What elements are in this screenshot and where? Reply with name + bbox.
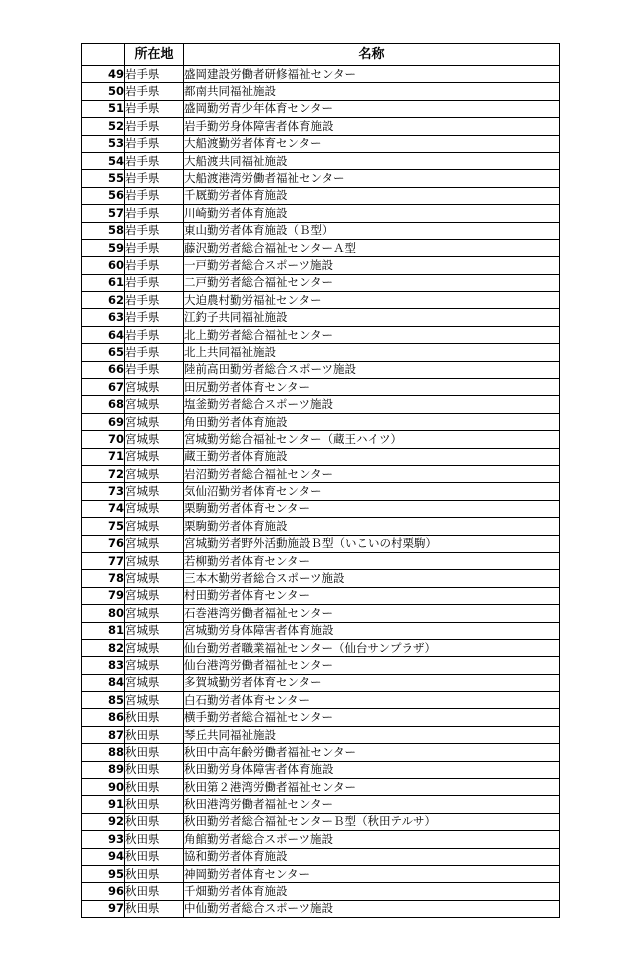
table-row — [82, 605, 560, 622]
row-facility-name: 北上共同福祉施設 — [184, 344, 560, 361]
row-number: 56 — [82, 187, 125, 204]
row-location: 宮城県 — [125, 657, 184, 674]
row-location: 宮城県 — [125, 448, 184, 465]
row-location: 秋田県 — [125, 865, 184, 882]
facilities-table — [81, 43, 560, 918]
row-location: 宮城県 — [125, 570, 184, 587]
row-number: 75 — [82, 518, 125, 535]
row-number: 88 — [82, 744, 125, 761]
row-facility-name: 横手勤労者総合福祉センター — [184, 709, 560, 726]
table-row — [82, 187, 560, 204]
row-facility-name: 陸前高田勤労者総合スポーツ施設 — [184, 361, 560, 378]
row-facility-name: 東山勤労者体育施設（Ｂ型） — [184, 222, 560, 239]
row-facility-name: 田尻勤労者体育センター — [184, 379, 560, 396]
table-row — [82, 865, 560, 882]
row-number: 60 — [82, 257, 125, 274]
row-location: 秋田県 — [125, 761, 184, 778]
row-facility-name: 石巻港湾労働者福祉センター — [184, 605, 560, 622]
row-facility-name: 秋田港湾労働者福祉センター — [184, 796, 560, 813]
table-row — [82, 692, 560, 709]
table-row — [82, 622, 560, 639]
row-facility-name: 千畑勤労者体育施設 — [184, 883, 560, 900]
row-number: 53 — [82, 135, 125, 152]
row-number: 58 — [82, 222, 125, 239]
table-row — [82, 100, 560, 117]
row-facility-name: 秋田勤労者総合福祉センターＢ型（秋田テルサ） — [184, 813, 560, 830]
row-number: 81 — [82, 622, 125, 639]
row-facility-name: 仙台勤労者職業福祉センター（仙台サンプラザ） — [184, 639, 560, 656]
row-location: 秋田県 — [125, 848, 184, 865]
row-location: 宮城県 — [125, 605, 184, 622]
table-row — [82, 483, 560, 500]
table-row — [82, 500, 560, 517]
row-location: 宮城県 — [125, 379, 184, 396]
row-location: 宮城県 — [125, 431, 184, 448]
row-location: 岩手県 — [125, 274, 184, 291]
table-row — [82, 639, 560, 656]
row-number: 49 — [82, 66, 125, 83]
row-location: 岩手県 — [125, 205, 184, 222]
row-location: 秋田県 — [125, 709, 184, 726]
row-facility-name: 協和勤労者体育施設 — [184, 848, 560, 865]
row-location: 岩手県 — [125, 344, 184, 361]
row-location: 宮城県 — [125, 692, 184, 709]
row-facility-name: 塩釜勤労者総合スポーツ施設 — [184, 396, 560, 413]
row-location: 岩手県 — [125, 309, 184, 326]
table-row — [82, 587, 560, 604]
row-location: 宮城県 — [125, 500, 184, 517]
row-facility-name: 多賀城勤労者体育センター — [184, 674, 560, 691]
row-facility-name: 琴丘共同福祉施設 — [184, 726, 560, 743]
row-number: 93 — [82, 831, 125, 848]
table-row — [82, 779, 560, 796]
row-facility-name: 宮城勤労身体障害者体育施設 — [184, 622, 560, 639]
row-location: 宮城県 — [125, 413, 184, 430]
row-number: 87 — [82, 726, 125, 743]
table-row — [82, 239, 560, 256]
row-facility-name: 秋田第２港湾労働者福祉センター — [184, 779, 560, 796]
row-number: 66 — [82, 361, 125, 378]
row-number: 96 — [82, 883, 125, 900]
row-number: 68 — [82, 396, 125, 413]
row-facility-name: 宮城勤労総合福祉センター（蔵王ハイツ） — [184, 431, 560, 448]
table-row — [82, 413, 560, 430]
row-number: 84 — [82, 674, 125, 691]
row-number: 74 — [82, 500, 125, 517]
row-location: 岩手県 — [125, 361, 184, 378]
table-row — [82, 883, 560, 900]
table-row — [82, 465, 560, 482]
row-location: 宮城県 — [125, 552, 184, 569]
row-number: 94 — [82, 848, 125, 865]
row-facility-name: 栗駒勤労者体育センター — [184, 500, 560, 517]
table-row — [82, 361, 560, 378]
row-facility-name: 盛岡勤労青少年体育センター — [184, 100, 560, 117]
row-facility-name: 大船渡勤労者体育センター — [184, 135, 560, 152]
table-row — [82, 396, 560, 413]
row-number: 69 — [82, 413, 125, 430]
table-row — [82, 796, 560, 813]
row-number: 95 — [82, 865, 125, 882]
table-row — [82, 674, 560, 691]
row-location: 岩手県 — [125, 100, 184, 117]
row-facility-name: 一戸勤労者総合スポーツ施設 — [184, 257, 560, 274]
table-row — [82, 205, 560, 222]
row-location: 岩手県 — [125, 239, 184, 256]
row-location: 岩手県 — [125, 152, 184, 169]
row-number: 73 — [82, 483, 125, 500]
table-row — [82, 152, 560, 169]
table-row — [82, 657, 560, 674]
row-number: 70 — [82, 431, 125, 448]
table-row — [82, 448, 560, 465]
row-location: 秋田県 — [125, 796, 184, 813]
table-row — [82, 744, 560, 761]
table-row — [82, 900, 560, 917]
row-number: 59 — [82, 239, 125, 256]
row-number: 83 — [82, 657, 125, 674]
row-location: 宮城県 — [125, 535, 184, 552]
row-number: 80 — [82, 605, 125, 622]
row-location: 岩手県 — [125, 170, 184, 187]
row-number: 92 — [82, 813, 125, 830]
row-number: 86 — [82, 709, 125, 726]
row-location: 宮城県 — [125, 518, 184, 535]
row-number: 61 — [82, 274, 125, 291]
row-number: 91 — [82, 796, 125, 813]
row-location: 宮城県 — [125, 483, 184, 500]
row-location: 岩手県 — [125, 83, 184, 100]
row-location: 宮城県 — [125, 639, 184, 656]
row-number: 79 — [82, 587, 125, 604]
table-row — [82, 274, 560, 291]
table-row — [82, 170, 560, 187]
row-location: 宮城県 — [125, 674, 184, 691]
table-row — [82, 813, 560, 830]
row-facility-name: 江釣子共同福祉施設 — [184, 309, 560, 326]
row-location: 宮城県 — [125, 396, 184, 413]
row-facility-name: 藤沢勤労者総合福祉センターＡ型 — [184, 239, 560, 256]
table-row — [82, 83, 560, 100]
row-facility-name: 秋田中高年齢労働者福祉センター — [184, 744, 560, 761]
row-facility-name: 蔵王勤労者体育施設 — [184, 448, 560, 465]
row-number: 63 — [82, 309, 125, 326]
row-facility-name: 都南共同福祉施設 — [184, 83, 560, 100]
row-location: 岩手県 — [125, 257, 184, 274]
row-facility-name: 若柳勤労者体育センター — [184, 552, 560, 569]
row-number: 77 — [82, 552, 125, 569]
row-facility-name: 岩沼勤労者総合福祉センター — [184, 465, 560, 482]
row-facility-name: 岩手勤労身体障害者体育施設 — [184, 118, 560, 135]
table-row — [82, 570, 560, 587]
row-location: 秋田県 — [125, 813, 184, 830]
row-facility-name: 秋田勤労身体障害者体育施設 — [184, 761, 560, 778]
table-row — [82, 222, 560, 239]
header-location: 所在地 — [125, 44, 184, 66]
row-facility-name: 三本木勤労者総合スポーツ施設 — [184, 570, 560, 587]
row-location: 秋田県 — [125, 779, 184, 796]
row-location: 岩手県 — [125, 187, 184, 204]
row-number: 57 — [82, 205, 125, 222]
row-location: 岩手県 — [125, 118, 184, 135]
row-facility-name: 栗駒勤労者体育施設 — [184, 518, 560, 535]
row-number: 55 — [82, 170, 125, 187]
table-body — [82, 66, 560, 918]
table-row — [82, 726, 560, 743]
row-number: 82 — [82, 639, 125, 656]
row-facility-name: 千厩勤労者体育施設 — [184, 187, 560, 204]
row-facility-name: 中仙勤労者総合スポーツ施設 — [184, 900, 560, 917]
row-facility-name: 大迫農村勤労福祉センター — [184, 292, 560, 309]
table-row — [82, 709, 560, 726]
table-row — [82, 431, 560, 448]
row-location: 宮城県 — [125, 587, 184, 604]
header-row — [82, 44, 560, 66]
table-row — [82, 292, 560, 309]
row-facility-name: 気仙沼勤労者体育センター — [184, 483, 560, 500]
row-location: 宮城県 — [125, 622, 184, 639]
row-facility-name: 大船渡共同福祉施設 — [184, 152, 560, 169]
row-number: 67 — [82, 379, 125, 396]
table-row — [82, 135, 560, 152]
row-facility-name: 北上勤労者総合福祉センター — [184, 326, 560, 343]
table-row — [82, 344, 560, 361]
row-number: 76 — [82, 535, 125, 552]
row-number: 50 — [82, 83, 125, 100]
row-facility-name: 村田勤労者体育センター — [184, 587, 560, 604]
row-location: 秋田県 — [125, 726, 184, 743]
row-number: 90 — [82, 779, 125, 796]
row-location: 秋田県 — [125, 900, 184, 917]
row-number: 65 — [82, 344, 125, 361]
row-location: 岩手県 — [125, 66, 184, 83]
row-facility-name: 大船渡港湾労働者福祉センター — [184, 170, 560, 187]
row-facility-name: 盛岡建設労働者研修福祉センター — [184, 66, 560, 83]
table-row — [82, 379, 560, 396]
table-row — [82, 326, 560, 343]
header-name: 名称 — [184, 44, 560, 66]
row-location: 秋田県 — [125, 883, 184, 900]
row-number: 54 — [82, 152, 125, 169]
row-number: 72 — [82, 465, 125, 482]
header-number — [82, 44, 125, 66]
row-location: 秋田県 — [125, 744, 184, 761]
row-facility-name: 宮城勤労者野外活動施設Ｂ型（いこいの村栗駒） — [184, 535, 560, 552]
table-row — [82, 518, 560, 535]
row-facility-name: 角館勤労者総合スポーツ施設 — [184, 831, 560, 848]
row-location: 岩手県 — [125, 326, 184, 343]
row-facility-name: 白石勤労者体育センター — [184, 692, 560, 709]
row-number: 97 — [82, 900, 125, 917]
table-row — [82, 831, 560, 848]
row-number: 85 — [82, 692, 125, 709]
table-row — [82, 66, 560, 83]
row-facility-name: 神岡勤労者体育センター — [184, 865, 560, 882]
row-location: 岩手県 — [125, 135, 184, 152]
row-facility-name: 仙台港湾労働者福祉センター — [184, 657, 560, 674]
table-row — [82, 257, 560, 274]
row-facility-name: 角田勤労者体育施設 — [184, 413, 560, 430]
table-row — [82, 535, 560, 552]
row-facility-name: 川崎勤労者体育施設 — [184, 205, 560, 222]
table-row — [82, 848, 560, 865]
row-number: 71 — [82, 448, 125, 465]
row-number: 62 — [82, 292, 125, 309]
row-number: 89 — [82, 761, 125, 778]
row-location: 岩手県 — [125, 222, 184, 239]
row-number: 51 — [82, 100, 125, 117]
row-location: 宮城県 — [125, 465, 184, 482]
row-facility-name: 二戸勤労者総合福祉センター — [184, 274, 560, 291]
row-location: 岩手県 — [125, 292, 184, 309]
row-number: 78 — [82, 570, 125, 587]
table-row — [82, 118, 560, 135]
table-row — [82, 309, 560, 326]
row-number: 52 — [82, 118, 125, 135]
table-row — [82, 552, 560, 569]
row-location: 秋田県 — [125, 831, 184, 848]
table-row — [82, 761, 560, 778]
row-number: 64 — [82, 326, 125, 343]
